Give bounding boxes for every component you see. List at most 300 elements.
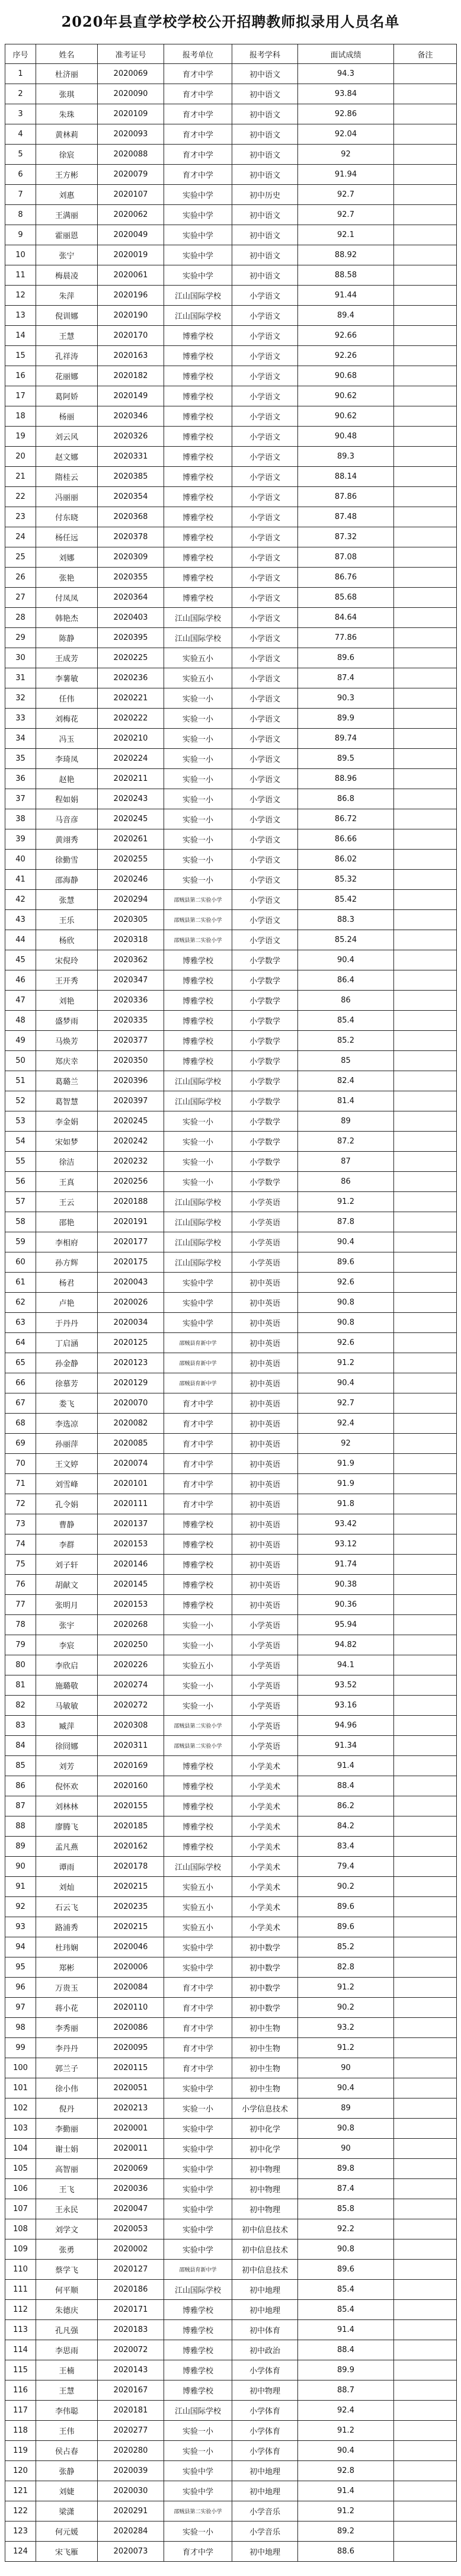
table-row	[5, 2401, 457, 2421]
table-row	[5, 64, 457, 84]
cell-score: 89.9	[298, 2360, 394, 2380]
cell-subject: 小学语文	[232, 346, 298, 366]
table-row	[5, 568, 457, 588]
cell-index: 76	[5, 1575, 36, 1595]
cell-index: 7	[5, 185, 36, 205]
cell-subject: 小学语文	[232, 890, 298, 910]
cell-name: 宋如梦	[36, 1132, 98, 1152]
cell-subject: 小学英语	[232, 1252, 298, 1273]
cell-index: 49	[5, 1031, 36, 1051]
cell-name: 刘灿	[36, 1877, 98, 1897]
cell-index: 82	[5, 1696, 36, 1716]
cell-exam-id: 2020294	[98, 890, 164, 910]
cell-score: 81.4	[298, 1091, 394, 1111]
table-row	[5, 145, 457, 165]
cell-remark	[394, 1393, 457, 1414]
cell-index: 37	[5, 789, 36, 809]
cell-remark	[394, 1615, 457, 1635]
cell-exam-id: 2020243	[98, 789, 164, 809]
cell-exam-id: 2020101	[98, 1474, 164, 1494]
cell-exam-id: 2020272	[98, 1696, 164, 1716]
cell-name: 王方彬	[36, 165, 98, 185]
cell-remark	[394, 1293, 457, 1313]
cell-name: 徐慕芳	[36, 1373, 98, 1393]
cell-subject: 初中地理	[232, 2542, 298, 2562]
cell-exam-id: 2020215	[98, 1877, 164, 1897]
table-row	[5, 991, 457, 1011]
cell-subject: 小学体育	[232, 2360, 298, 2380]
cell-unit: 博雅学校	[164, 950, 232, 970]
cell-name: 孙金静	[36, 1353, 98, 1373]
cell-unit: 实验一小	[164, 709, 232, 729]
cell-name: 王文婷	[36, 1454, 98, 1474]
cell-subject: 小学数学	[232, 1071, 298, 1091]
cell-subject: 小学语文	[232, 406, 298, 427]
table-row	[5, 628, 457, 648]
cell-remark	[394, 386, 457, 406]
cell-remark	[394, 1776, 457, 1796]
cell-subject: 初中信息技术	[232, 2219, 298, 2239]
table-row	[5, 1273, 457, 1293]
table-row	[5, 447, 457, 467]
cell-unit: 育才中学	[164, 1393, 232, 1414]
cell-remark	[394, 1998, 457, 2018]
cell-score: 84.64	[298, 608, 394, 628]
cell-score: 85.2	[298, 1937, 394, 1957]
cell-unit: 实验中学	[164, 1957, 232, 1978]
table-row	[5, 1534, 457, 1555]
cell-score: 91.34	[298, 1736, 394, 1756]
cell-unit: 实验中学	[164, 205, 232, 225]
cell-remark	[394, 870, 457, 890]
table-row	[5, 2542, 457, 2562]
cell-score: 93.52	[298, 1675, 394, 1696]
cell-name: 赵文娜	[36, 447, 98, 467]
cell-subject: 小学语文	[232, 688, 298, 709]
table-row	[5, 910, 457, 930]
cell-unit: 江山国际学校	[164, 1212, 232, 1232]
cell-score: 92.04	[298, 124, 394, 145]
cell-remark	[394, 205, 457, 225]
cell-remark	[394, 1816, 457, 1837]
cell-index: 109	[5, 2239, 36, 2260]
cell-name: 侯占春	[36, 2441, 98, 2461]
cell-exam-id: 2020196	[98, 286, 164, 306]
table-row	[5, 1454, 457, 1474]
cell-unit: 博雅学校	[164, 2320, 232, 2340]
header-score: 面试成绩	[298, 44, 394, 64]
table-row	[5, 2300, 457, 2320]
cell-score: 93.16	[298, 1696, 394, 1716]
table-row	[5, 1031, 457, 1051]
cell-exam-id: 2020385	[98, 467, 164, 487]
cell-subject: 初中地理	[232, 2300, 298, 2320]
cell-unit: 江山国际学校	[164, 608, 232, 628]
cell-name: 徐冏娜	[36, 1736, 98, 1756]
cell-remark	[394, 1474, 457, 1494]
cell-exam-id: 2020309	[98, 547, 164, 568]
cell-score: 89.9	[298, 709, 394, 729]
cell-index: 13	[5, 306, 36, 326]
table-row	[5, 950, 457, 970]
table-row	[5, 185, 457, 205]
cell-index: 103	[5, 2119, 36, 2139]
table-row	[5, 1575, 457, 1595]
cell-exam-id: 2020268	[98, 1615, 164, 1635]
cell-subject: 小学音乐	[232, 2521, 298, 2542]
cell-subject: 初中生物	[232, 2078, 298, 2098]
cell-subject: 小学语文	[232, 547, 298, 568]
cell-index: 18	[5, 406, 36, 427]
table-row	[5, 769, 457, 789]
cell-name: 臧萍	[36, 1716, 98, 1736]
cell-name: 花丽娜	[36, 366, 98, 386]
cell-subject: 小学语文	[232, 870, 298, 890]
cell-index: 11	[5, 265, 36, 286]
cell-remark	[394, 64, 457, 84]
header-unit: 报考单位	[164, 44, 232, 64]
cell-score: 90	[298, 2139, 394, 2159]
cell-unit: 实验中学	[164, 185, 232, 205]
cell-remark	[394, 709, 457, 729]
cell-index: 107	[5, 2199, 36, 2219]
cell-name: 刘惠	[36, 185, 98, 205]
cell-exam-id: 2020093	[98, 124, 164, 145]
cell-remark	[394, 1232, 457, 1252]
cell-subject: 初中英语	[232, 1434, 298, 1454]
cell-index: 112	[5, 2300, 36, 2320]
cell-index: 65	[5, 1353, 36, 1373]
cell-name: 杨君	[36, 1273, 98, 1293]
cell-index: 45	[5, 950, 36, 970]
cell-index: 73	[5, 1514, 36, 1534]
cell-name: 刘芳	[36, 1756, 98, 1776]
cell-subject: 小学语文	[232, 386, 298, 406]
cell-index: 58	[5, 1212, 36, 1232]
cell-name: 李群	[36, 1534, 98, 1555]
cell-subject: 初中语文	[232, 165, 298, 185]
cell-exam-id: 2020183	[98, 2320, 164, 2340]
cell-exam-id: 2020250	[98, 1635, 164, 1655]
table-row	[5, 406, 457, 427]
cell-index: 41	[5, 870, 36, 890]
cell-name: 郑彬	[36, 1957, 98, 1978]
cell-score: 92	[298, 145, 394, 165]
cell-unit: 博雅学校	[164, 1575, 232, 1595]
cell-exam-id: 2020155	[98, 1796, 164, 1816]
cell-unit: 博雅学校	[164, 1534, 232, 1555]
cell-remark	[394, 487, 457, 507]
cell-unit: 实验一小	[164, 1152, 232, 1172]
cell-index: 51	[5, 1071, 36, 1091]
cell-remark	[394, 2340, 457, 2360]
cell-unit: 博雅学校	[164, 1514, 232, 1534]
cell-name: 孙丽萍	[36, 1434, 98, 1454]
cell-exam-id: 2020110	[98, 1998, 164, 2018]
cell-remark	[394, 467, 457, 487]
cell-index: 10	[5, 245, 36, 265]
cell-score: 89.6	[298, 2260, 394, 2280]
cell-subject: 小学体育	[232, 2421, 298, 2441]
cell-subject: 小学英语	[232, 1675, 298, 1696]
cell-unit: 博雅学校	[164, 1595, 232, 1615]
table-row	[5, 668, 457, 688]
cell-remark	[394, 2300, 457, 2320]
cell-index: 95	[5, 1957, 36, 1978]
table-row	[5, 245, 457, 265]
cell-subject: 初中物理	[232, 2199, 298, 2219]
cell-unit: 博雅学校	[164, 467, 232, 487]
cell-score: 87	[298, 1152, 394, 1172]
cell-unit: 博雅学校	[164, 2380, 232, 2401]
cell-remark	[394, 2501, 457, 2521]
cell-exam-id: 2020395	[98, 628, 164, 648]
cell-exam-id: 2020062	[98, 205, 164, 225]
cell-index: 100	[5, 2058, 36, 2078]
cell-subject: 小学语文	[232, 829, 298, 850]
cell-unit: 博雅学校	[164, 568, 232, 588]
cell-exam-id: 2020226	[98, 1655, 164, 1675]
table-row	[5, 870, 457, 890]
cell-index: 63	[5, 1313, 36, 1333]
cell-unit: 实验一小	[164, 789, 232, 809]
cell-exam-id: 2020049	[98, 225, 164, 245]
cell-remark	[394, 2139, 457, 2159]
table-row	[5, 1998, 457, 2018]
cell-remark	[394, 950, 457, 970]
cell-remark	[394, 668, 457, 688]
cell-subject: 小学信息技术	[232, 2098, 298, 2119]
page-title: 2020年县直学校学校公开招聘教师拟录用人员名单	[61, 13, 400, 30]
cell-remark	[394, 346, 457, 366]
cell-score: 88.58	[298, 265, 394, 286]
table-row	[5, 809, 457, 829]
cell-score: 91.9	[298, 1454, 394, 1474]
cell-score: 92.7	[298, 185, 394, 205]
cell-score: 90.62	[298, 386, 394, 406]
table-row	[5, 2360, 457, 2380]
cell-subject: 初中英语	[232, 1353, 298, 1373]
cell-index: 96	[5, 1978, 36, 1998]
cell-name: 李伟聪	[36, 2401, 98, 2421]
cell-exam-id: 2020403	[98, 608, 164, 628]
cell-unit: 邵贼县第二实验小学	[164, 2501, 232, 2521]
cell-index: 44	[5, 930, 36, 950]
cell-remark	[394, 2159, 457, 2179]
cell-name: 娄飞	[36, 1393, 98, 1414]
cell-exam-id: 2020236	[98, 668, 164, 688]
cell-name: 于丹丹	[36, 1313, 98, 1333]
table-row	[5, 1696, 457, 1716]
cell-score: 86.02	[298, 850, 394, 870]
cell-index: 47	[5, 991, 36, 1011]
table-row	[5, 1011, 457, 1031]
cell-name: 张宇	[36, 1615, 98, 1635]
cell-index: 38	[5, 809, 36, 829]
cell-unit: 博雅学校	[164, 487, 232, 507]
cell-unit: 博雅学校	[164, 1776, 232, 1796]
cell-name: 付凤凤	[36, 588, 98, 608]
cell-subject: 初中地理	[232, 2280, 298, 2300]
cell-name: 李宸	[36, 1635, 98, 1655]
cell-exam-id: 2020222	[98, 709, 164, 729]
table-row	[5, 2078, 457, 2098]
cell-exam-id: 2020362	[98, 950, 164, 970]
cell-exam-id: 2020171	[98, 2300, 164, 2320]
cell-subject: 初中英语	[232, 1494, 298, 1514]
cell-unit: 实验一小	[164, 2441, 232, 2461]
cell-subject: 初中英语	[232, 1575, 298, 1595]
table-row	[5, 1816, 457, 1837]
cell-index: 9	[5, 225, 36, 245]
cell-name: 刘婕	[36, 2481, 98, 2501]
cell-subject: 小学英语	[232, 1212, 298, 1232]
table-row	[5, 1393, 457, 1414]
cell-remark	[394, 2098, 457, 2119]
cell-index: 59	[5, 1232, 36, 1252]
cell-remark	[394, 1111, 457, 1132]
cell-index: 12	[5, 286, 36, 306]
table-row	[5, 2199, 457, 2219]
cell-exam-id: 2020335	[98, 1011, 164, 1031]
cell-index: 16	[5, 366, 36, 386]
table-row	[5, 2340, 457, 2360]
cell-index: 1	[5, 64, 36, 84]
cell-index: 54	[5, 1132, 36, 1152]
cell-index: 50	[5, 1051, 36, 1071]
cell-index: 31	[5, 668, 36, 688]
cell-remark	[394, 1917, 457, 1937]
cell-index: 124	[5, 2542, 36, 2562]
cell-unit: 实验中学	[164, 2219, 232, 2239]
cell-subject: 初中数学	[232, 1978, 298, 1998]
cell-subject: 小学语文	[232, 930, 298, 950]
table-row	[5, 1192, 457, 1212]
cell-unit: 江山国际学校	[164, 2280, 232, 2300]
cell-remark	[394, 1716, 457, 1736]
cell-remark	[394, 2461, 457, 2481]
table-row	[5, 547, 457, 568]
cell-remark	[394, 930, 457, 950]
cell-unit: 邵贼县育新中学	[164, 1333, 232, 1353]
table-row	[5, 1937, 457, 1957]
cell-subject: 小学语文	[232, 366, 298, 386]
cell-name: 张宁	[36, 245, 98, 265]
cell-exam-id: 2020011	[98, 2139, 164, 2159]
cell-subject: 初中信息技术	[232, 2260, 298, 2280]
cell-name: 邵海静	[36, 870, 98, 890]
cell-subject: 初中物理	[232, 2179, 298, 2199]
table-row	[5, 1373, 457, 1393]
cell-remark	[394, 1031, 457, 1051]
cell-index: 72	[5, 1494, 36, 1514]
cell-unit: 实验一小	[164, 1696, 232, 1716]
cell-exam-id: 2020354	[98, 487, 164, 507]
cell-subject: 初中数学	[232, 1998, 298, 2018]
cell-index: 36	[5, 769, 36, 789]
cell-name: 徐勤雪	[36, 850, 98, 870]
table-row	[5, 1615, 457, 1635]
cell-score: 87.4	[298, 668, 394, 688]
cell-subject: 小学美术	[232, 1877, 298, 1897]
table-row	[5, 2521, 457, 2542]
cell-remark	[394, 2239, 457, 2260]
cell-score: 88.92	[298, 245, 394, 265]
cell-exam-id: 2020311	[98, 1736, 164, 1756]
cell-exam-id: 2020170	[98, 326, 164, 346]
cell-name: 杜济丽	[36, 64, 98, 84]
cell-unit: 博雅学校	[164, 1756, 232, 1776]
cell-unit: 博雅学校	[164, 366, 232, 386]
cell-index: 34	[5, 729, 36, 749]
cell-score: 89	[298, 2098, 394, 2119]
cell-remark	[394, 427, 457, 447]
cell-remark	[394, 1595, 457, 1615]
cell-index: 117	[5, 2401, 36, 2421]
cell-exam-id: 2020215	[98, 1917, 164, 1937]
cell-score: 90.4	[298, 2078, 394, 2098]
cell-subject: 小学美术	[232, 1776, 298, 1796]
cell-score: 92.66	[298, 326, 394, 346]
cell-unit: 实验中学	[164, 2239, 232, 2260]
cell-subject: 小学语文	[232, 588, 298, 608]
cell-exam-id: 2020137	[98, 1514, 164, 1534]
cell-remark	[394, 729, 457, 749]
table-row	[5, 205, 457, 225]
cell-name: 张明月	[36, 1595, 98, 1615]
cell-name: 王楠	[36, 2360, 98, 2380]
cell-index: 78	[5, 1615, 36, 1635]
cell-remark	[394, 1534, 457, 1555]
cell-remark	[394, 1675, 457, 1696]
cell-index: 33	[5, 709, 36, 729]
cell-name: 黄翊秀	[36, 829, 98, 850]
cell-remark	[394, 2280, 457, 2300]
cell-name: 葛智慧	[36, 1091, 98, 1111]
cell-score: 92.2	[298, 2219, 394, 2239]
table-row	[5, 2058, 457, 2078]
cell-score: 91.2	[298, 1978, 394, 1998]
cell-unit: 实验中学	[164, 2461, 232, 2481]
cell-unit: 实验一小	[164, 729, 232, 749]
cell-exam-id: 2020162	[98, 1837, 164, 1857]
cell-score: 90.8	[298, 2239, 394, 2260]
cell-index: 111	[5, 2280, 36, 2300]
cell-name: 李金娟	[36, 1111, 98, 1132]
cell-subject: 小学美术	[232, 1756, 298, 1776]
cell-remark	[394, 1978, 457, 1998]
cell-exam-id: 2020242	[98, 1132, 164, 1152]
cell-remark	[394, 1152, 457, 1172]
cell-name: 倪丹	[36, 2098, 98, 2119]
table-row	[5, 366, 457, 386]
cell-name: 葛阿娇	[36, 386, 98, 406]
cell-index: 43	[5, 910, 36, 930]
cell-name: 张艳	[36, 568, 98, 588]
cell-unit: 实验五小	[164, 1897, 232, 1917]
cell-name: 张慧	[36, 890, 98, 910]
cell-remark	[394, 145, 457, 165]
cell-index: 77	[5, 1595, 36, 1615]
table-row	[5, 1917, 457, 1937]
cell-unit: 博雅学校	[164, 1031, 232, 1051]
cell-score: 84.2	[298, 1816, 394, 1837]
cell-subject: 小学数学	[232, 1011, 298, 1031]
cell-index: 99	[5, 2038, 36, 2058]
cell-name: 廖腾飞	[36, 1816, 98, 1837]
cell-name: 卢艳	[36, 1293, 98, 1313]
cell-subject: 小学数学	[232, 1091, 298, 1111]
